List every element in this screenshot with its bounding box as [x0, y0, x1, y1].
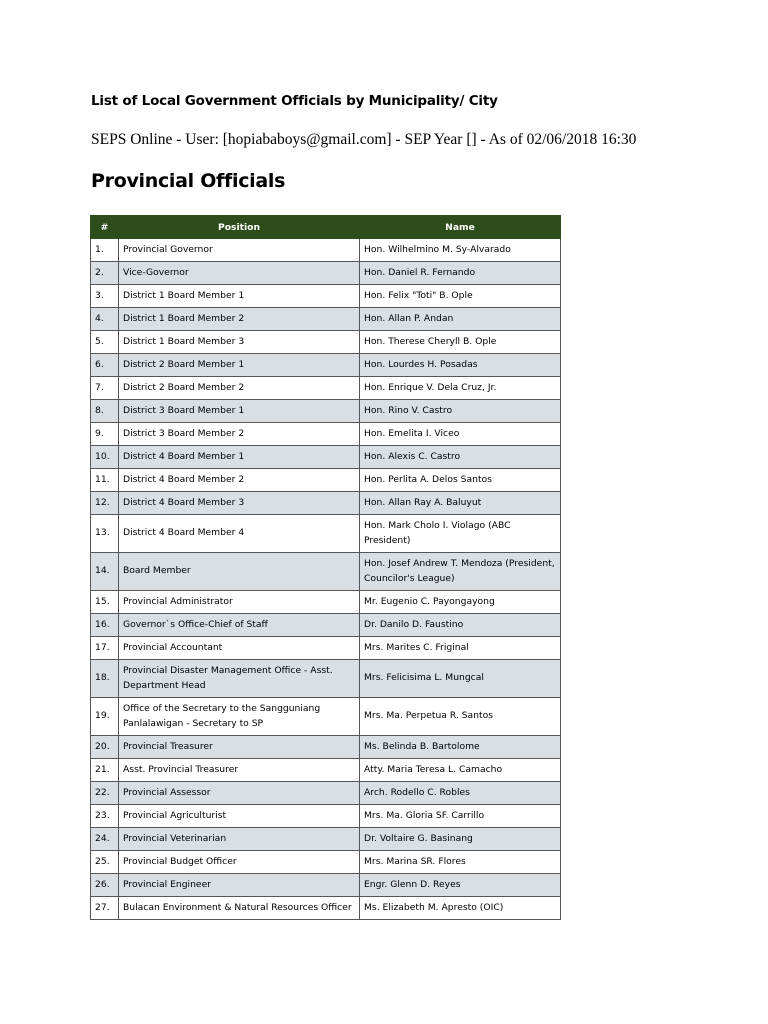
row-number-cell: 25. — [91, 851, 119, 874]
table-row — [91, 591, 561, 614]
official-name-cell: Hon. Alexis C. Castro — [360, 446, 561, 469]
row-number-cell: 27. — [91, 897, 119, 920]
row-number-cell: 26. — [91, 874, 119, 897]
table-row — [91, 805, 561, 828]
position-cell: District 4 Board Member 3 — [119, 492, 360, 515]
position-cell: District 1 Board Member 1 — [119, 285, 360, 308]
official-name-cell: Mrs. Marites C. Friginal — [360, 637, 561, 660]
row-number-cell: 11. — [91, 469, 119, 492]
official-name-cell: Engr. Glenn D. Reyes — [360, 874, 561, 897]
row-number-cell: 21. — [91, 759, 119, 782]
table-row — [91, 331, 561, 354]
table-row — [91, 851, 561, 874]
position-cell: District 4 Board Member 2 — [119, 469, 360, 492]
table-row — [91, 492, 561, 515]
row-number-cell: 19. — [91, 698, 119, 736]
table-row — [91, 423, 561, 446]
table-row — [91, 637, 561, 660]
table-row — [91, 239, 561, 262]
official-name-cell: Hon. Daniel R. Fernando — [360, 262, 561, 285]
row-number-cell: 17. — [91, 637, 119, 660]
row-number-cell: 20. — [91, 736, 119, 759]
official-name-cell: Atty. Maria Teresa L. Camacho — [360, 759, 561, 782]
row-number-cell: 6. — [91, 354, 119, 377]
official-name-cell: Hon. Enrique V. Dela Cruz, Jr. — [360, 377, 561, 400]
position-cell: Provincial Accountant — [119, 637, 360, 660]
row-number-cell: 10. — [91, 446, 119, 469]
official-name-cell: Mrs. Felicisima L. Mungcal — [360, 660, 561, 698]
table-row — [91, 308, 561, 331]
table-row — [91, 553, 561, 591]
officials-table — [90, 215, 561, 920]
table-row — [91, 736, 561, 759]
table-row — [91, 262, 561, 285]
position-cell: Bulacan Environment & Natural Resources Officer — [119, 897, 360, 920]
section-title: Provincial Officials — [91, 170, 286, 192]
table-row — [91, 759, 561, 782]
official-name-cell: Mr. Eugenio C. Payongayong — [360, 591, 561, 614]
table-row — [91, 897, 561, 920]
row-number-cell: 18. — [91, 660, 119, 698]
row-number-cell: 16. — [91, 614, 119, 637]
official-name-cell: Hon. Perlita A. Delos Santos — [360, 469, 561, 492]
official-name-cell: Ms. Belinda B. Bartolome — [360, 736, 561, 759]
position-cell: Asst. Provincial Treasurer — [119, 759, 360, 782]
official-name-cell: Hon. Allan Ray A. Baluyut — [360, 492, 561, 515]
position-cell: District 4 Board Member 1 — [119, 446, 360, 469]
row-number-cell: 14. — [91, 553, 119, 591]
position-cell: District 2 Board Member 2 — [119, 377, 360, 400]
row-number-cell: 4. — [91, 308, 119, 331]
position-cell: Provincial Administrator — [119, 591, 360, 614]
position-cell: Provincial Veterinarian — [119, 828, 360, 851]
position-cell: Office of the Secretary to the Sangguniang Panlalawigan - Secretary to SP — [119, 698, 360, 736]
table-row — [91, 469, 561, 492]
table-row — [91, 874, 561, 897]
table-row — [91, 614, 561, 637]
position-cell: Board Member — [119, 553, 360, 591]
column-header-number: # — [91, 216, 119, 239]
official-name-cell: Mrs. Ma. Gloria SF. Carrillo — [360, 805, 561, 828]
row-number-cell: 23. — [91, 805, 119, 828]
position-cell: District 2 Board Member 1 — [119, 354, 360, 377]
official-name-cell: Hon. Mark Cholo I. Violago (ABC President) — [360, 515, 561, 553]
table-row — [91, 828, 561, 851]
table-header-row — [91, 216, 561, 239]
position-cell: District 4 Board Member 4 — [119, 515, 360, 553]
official-name-cell: Hon. Felix "Toti" B. Ople — [360, 285, 561, 308]
row-number-cell: 3. — [91, 285, 119, 308]
table-row — [91, 698, 561, 736]
row-number-cell: 22. — [91, 782, 119, 805]
table-row — [91, 285, 561, 308]
row-number-cell: 12. — [91, 492, 119, 515]
official-name-cell: Arch. Rodello C. Robles — [360, 782, 561, 805]
row-number-cell: 24. — [91, 828, 119, 851]
row-number-cell: 1. — [91, 239, 119, 262]
table-row — [91, 354, 561, 377]
position-cell: District 1 Board Member 2 — [119, 308, 360, 331]
table-row — [91, 377, 561, 400]
official-name-cell: Hon. Josef Andrew T. Mendoza (President, Councilor's League) — [360, 553, 561, 591]
official-name-cell: Hon. Therese Cheryll B. Ople — [360, 331, 561, 354]
table-row — [91, 400, 561, 423]
official-name-cell: Hon. Emelita I. Viceo — [360, 423, 561, 446]
position-cell: Provincial Agriculturist — [119, 805, 360, 828]
table-row — [91, 782, 561, 805]
row-number-cell: 13. — [91, 515, 119, 553]
position-cell: District 1 Board Member 3 — [119, 331, 360, 354]
row-number-cell: 7. — [91, 377, 119, 400]
position-cell: Provincial Assessor — [119, 782, 360, 805]
table-body — [91, 239, 561, 920]
position-cell: Provincial Budget Officer — [119, 851, 360, 874]
document-heading: List of Local Government Officials by Municipality/ City — [91, 93, 498, 109]
session-info-line: SEPS Online - User: [hopiababoys@gmail.com] - SEP Year [] - As of 02/06/2018 16:30 — [91, 131, 637, 148]
official-name-cell: Dr. Voltaire G. Basinang — [360, 828, 561, 851]
table-row — [91, 515, 561, 553]
official-name-cell: Ms. Elizabeth M. Apresto (OIC) — [360, 897, 561, 920]
official-name-cell: Hon. Wilhelmino M. Sy-Alvarado — [360, 239, 561, 262]
table-row — [91, 660, 561, 698]
position-cell: Provincial Governor — [119, 239, 360, 262]
column-header-name: Name — [360, 216, 561, 239]
row-number-cell: 2. — [91, 262, 119, 285]
position-cell: Provincial Treasurer — [119, 736, 360, 759]
official-name-cell: Dr. Danilo D. Faustino — [360, 614, 561, 637]
position-cell: Vice-Governor — [119, 262, 360, 285]
row-number-cell: 15. — [91, 591, 119, 614]
official-name-cell: Hon. Lourdes H. Posadas — [360, 354, 561, 377]
position-cell: District 3 Board Member 1 — [119, 400, 360, 423]
official-name-cell: Mrs. Ma. Perpetua R. Santos — [360, 698, 561, 736]
official-name-cell: Hon. Rino V. Castro — [360, 400, 561, 423]
official-name-cell: Mrs. Marina SR. Flores — [360, 851, 561, 874]
row-number-cell: 9. — [91, 423, 119, 446]
table-row — [91, 446, 561, 469]
position-cell: Provincial Engineer — [119, 874, 360, 897]
position-cell: Governor`s Office-Chief of Staff — [119, 614, 360, 637]
row-number-cell: 5. — [91, 331, 119, 354]
position-cell: District 3 Board Member 2 — [119, 423, 360, 446]
row-number-cell: 8. — [91, 400, 119, 423]
column-header-position: Position — [119, 216, 360, 239]
official-name-cell: Hon. Allan P. Andan — [360, 308, 561, 331]
position-cell: Provincial Disaster Management Office - Asst. Department Head — [119, 660, 360, 698]
